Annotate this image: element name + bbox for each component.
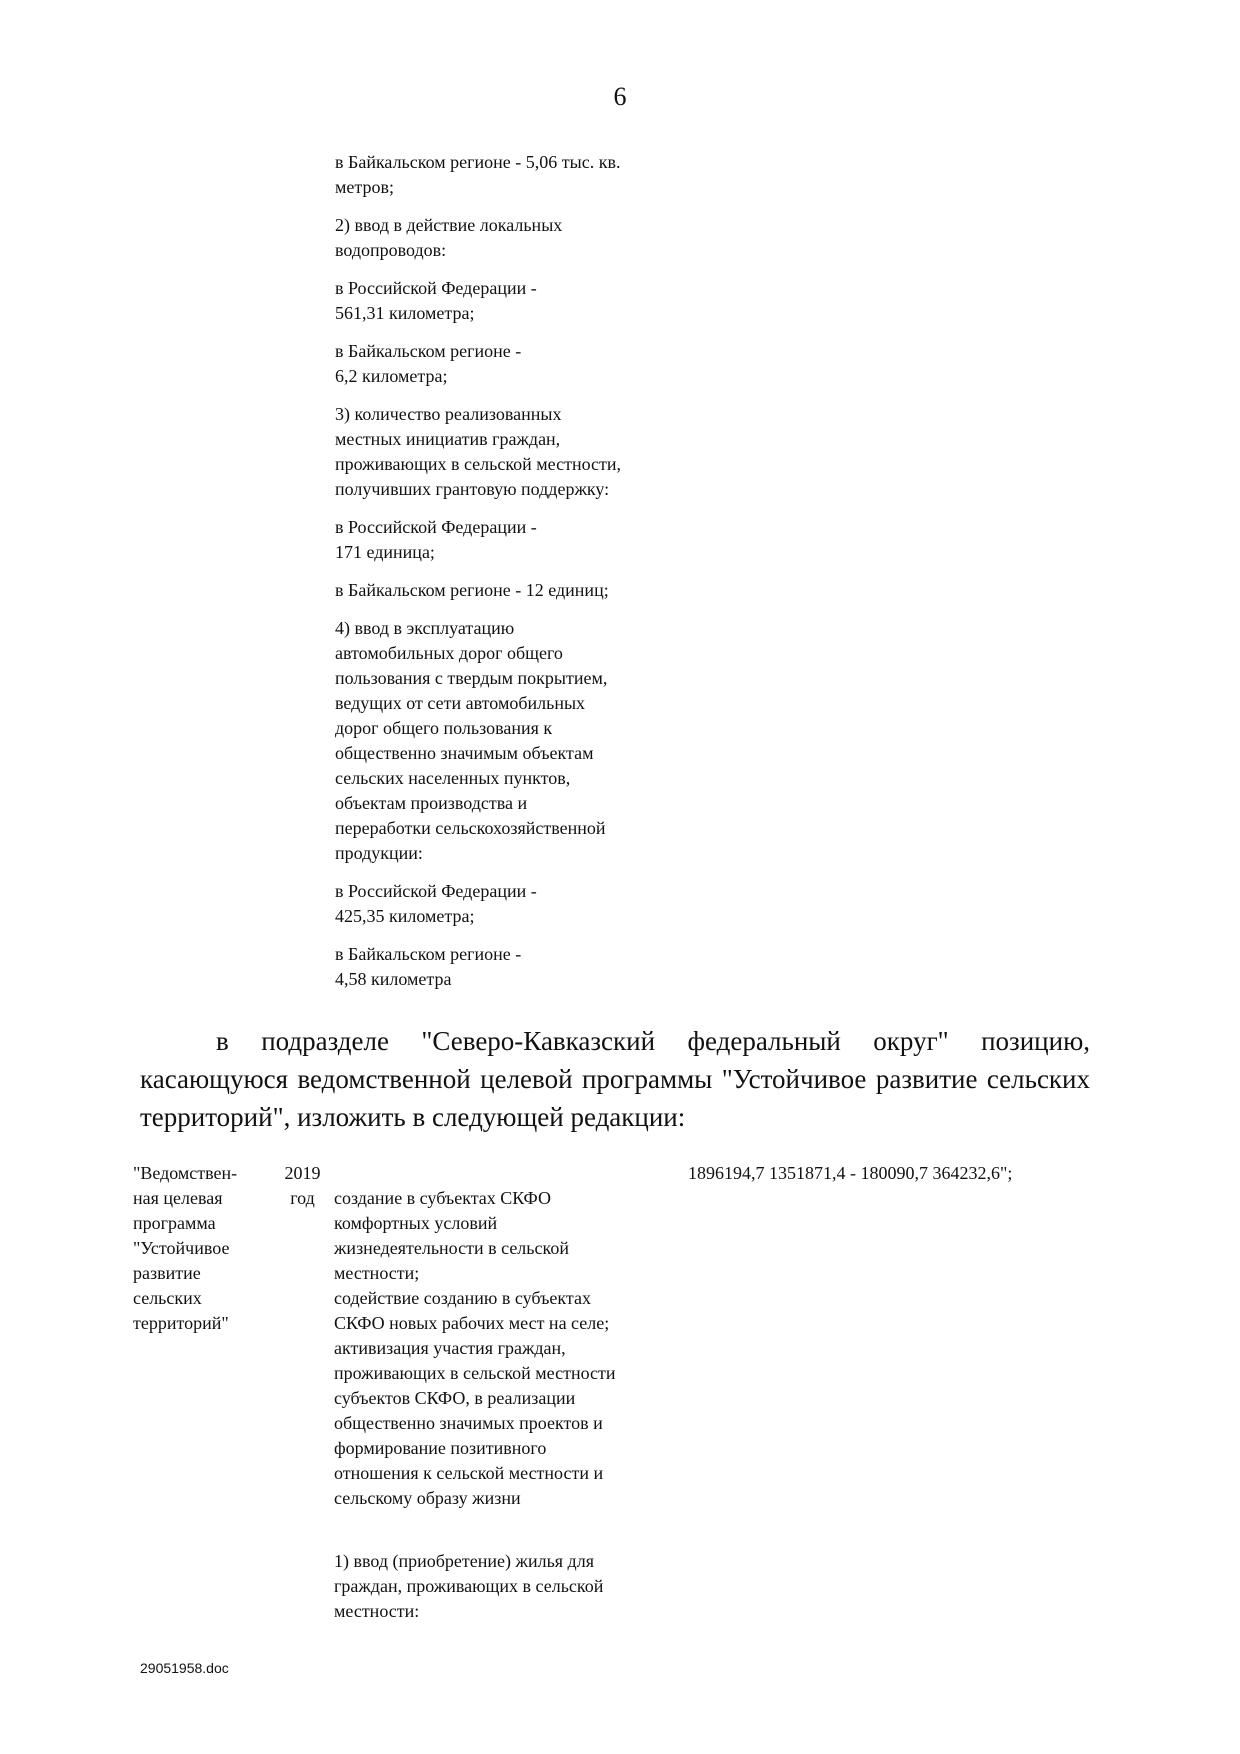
indicator-paragraph: в Байкальском регионе - 5,06 тыс. кв. метров; [335,152,621,197]
indicator-paragraph: в Российской Федерации - 171 единица; [335,517,537,562]
program-name-cell: "Ведомствен- ная целевая программа "Устойчивое развитие сельских территорий" [133,1163,238,1333]
page-number: 6 [613,82,627,111]
indicator-paragraph: 4) ввод в эксплуатацию автомобильных дорог общего пользования с твердым покрытием, ведущих от сети автомобильных дорог общего пользования к общественно значимым объектам сельских населенных пунктов, объектам производства и переработки сельскохозяйственной продукции: [335,618,608,863]
indicator-paragraph: в Российской Федерации - 425,35 километра; [335,881,537,926]
indicator-paragraph: в Байкальском регионе - 6,2 километра; [335,341,522,386]
program-funding-values: 1896194,7 1351871,4 - 180090,7 364232,6"; [688,1163,1013,1183]
program-indicator: 1) ввод (приобретение) жилья для граждан, проживающих в сельской местности: [334,1551,604,1621]
amendment-instruction: в подразделе "Северо-Кавказский федеральный округ" позицию, касающуюся ведомственной целевой программы "Устойчивое развитие сельских территорий", изложить в следующей редакции: [140,1026,1090,1132]
document-filename: 29051958.doc [140,1660,229,1676]
program-year-cell: 2019 год [284,1163,321,1208]
program-description-cell [334,1161,674,1662]
indicator-paragraph: 3) количество реализованных местных инициатив граждан, проживающих в сельской местности, получивших грантовую поддержку: [335,404,622,499]
indicator-paragraph: в Байкальском регионе - 12 единиц; [335,580,609,600]
indicator-paragraph: 2) ввод в действие локальных водопроводов: [335,215,563,260]
indicators-continuation [335,150,695,1005]
indicator-paragraph: в Российской Федерации - 561,31 километра; [335,278,537,323]
program-goals: создание в субъектах СКФО комфортных условий жизнедеятельности в сельской местности; содействие созданию в субъектах СКФО новых рабочих мест на селе; активизация участия граждан, проживающих в сельской местности субъектов СКФО, в реализации общественно значимых проектов и формирование позитивного отношения к сельской местности и сельскому образу жизни [334,1188,616,1508]
indicator-paragraph: в Байкальском регионе - 4,58 километра [335,944,522,989]
